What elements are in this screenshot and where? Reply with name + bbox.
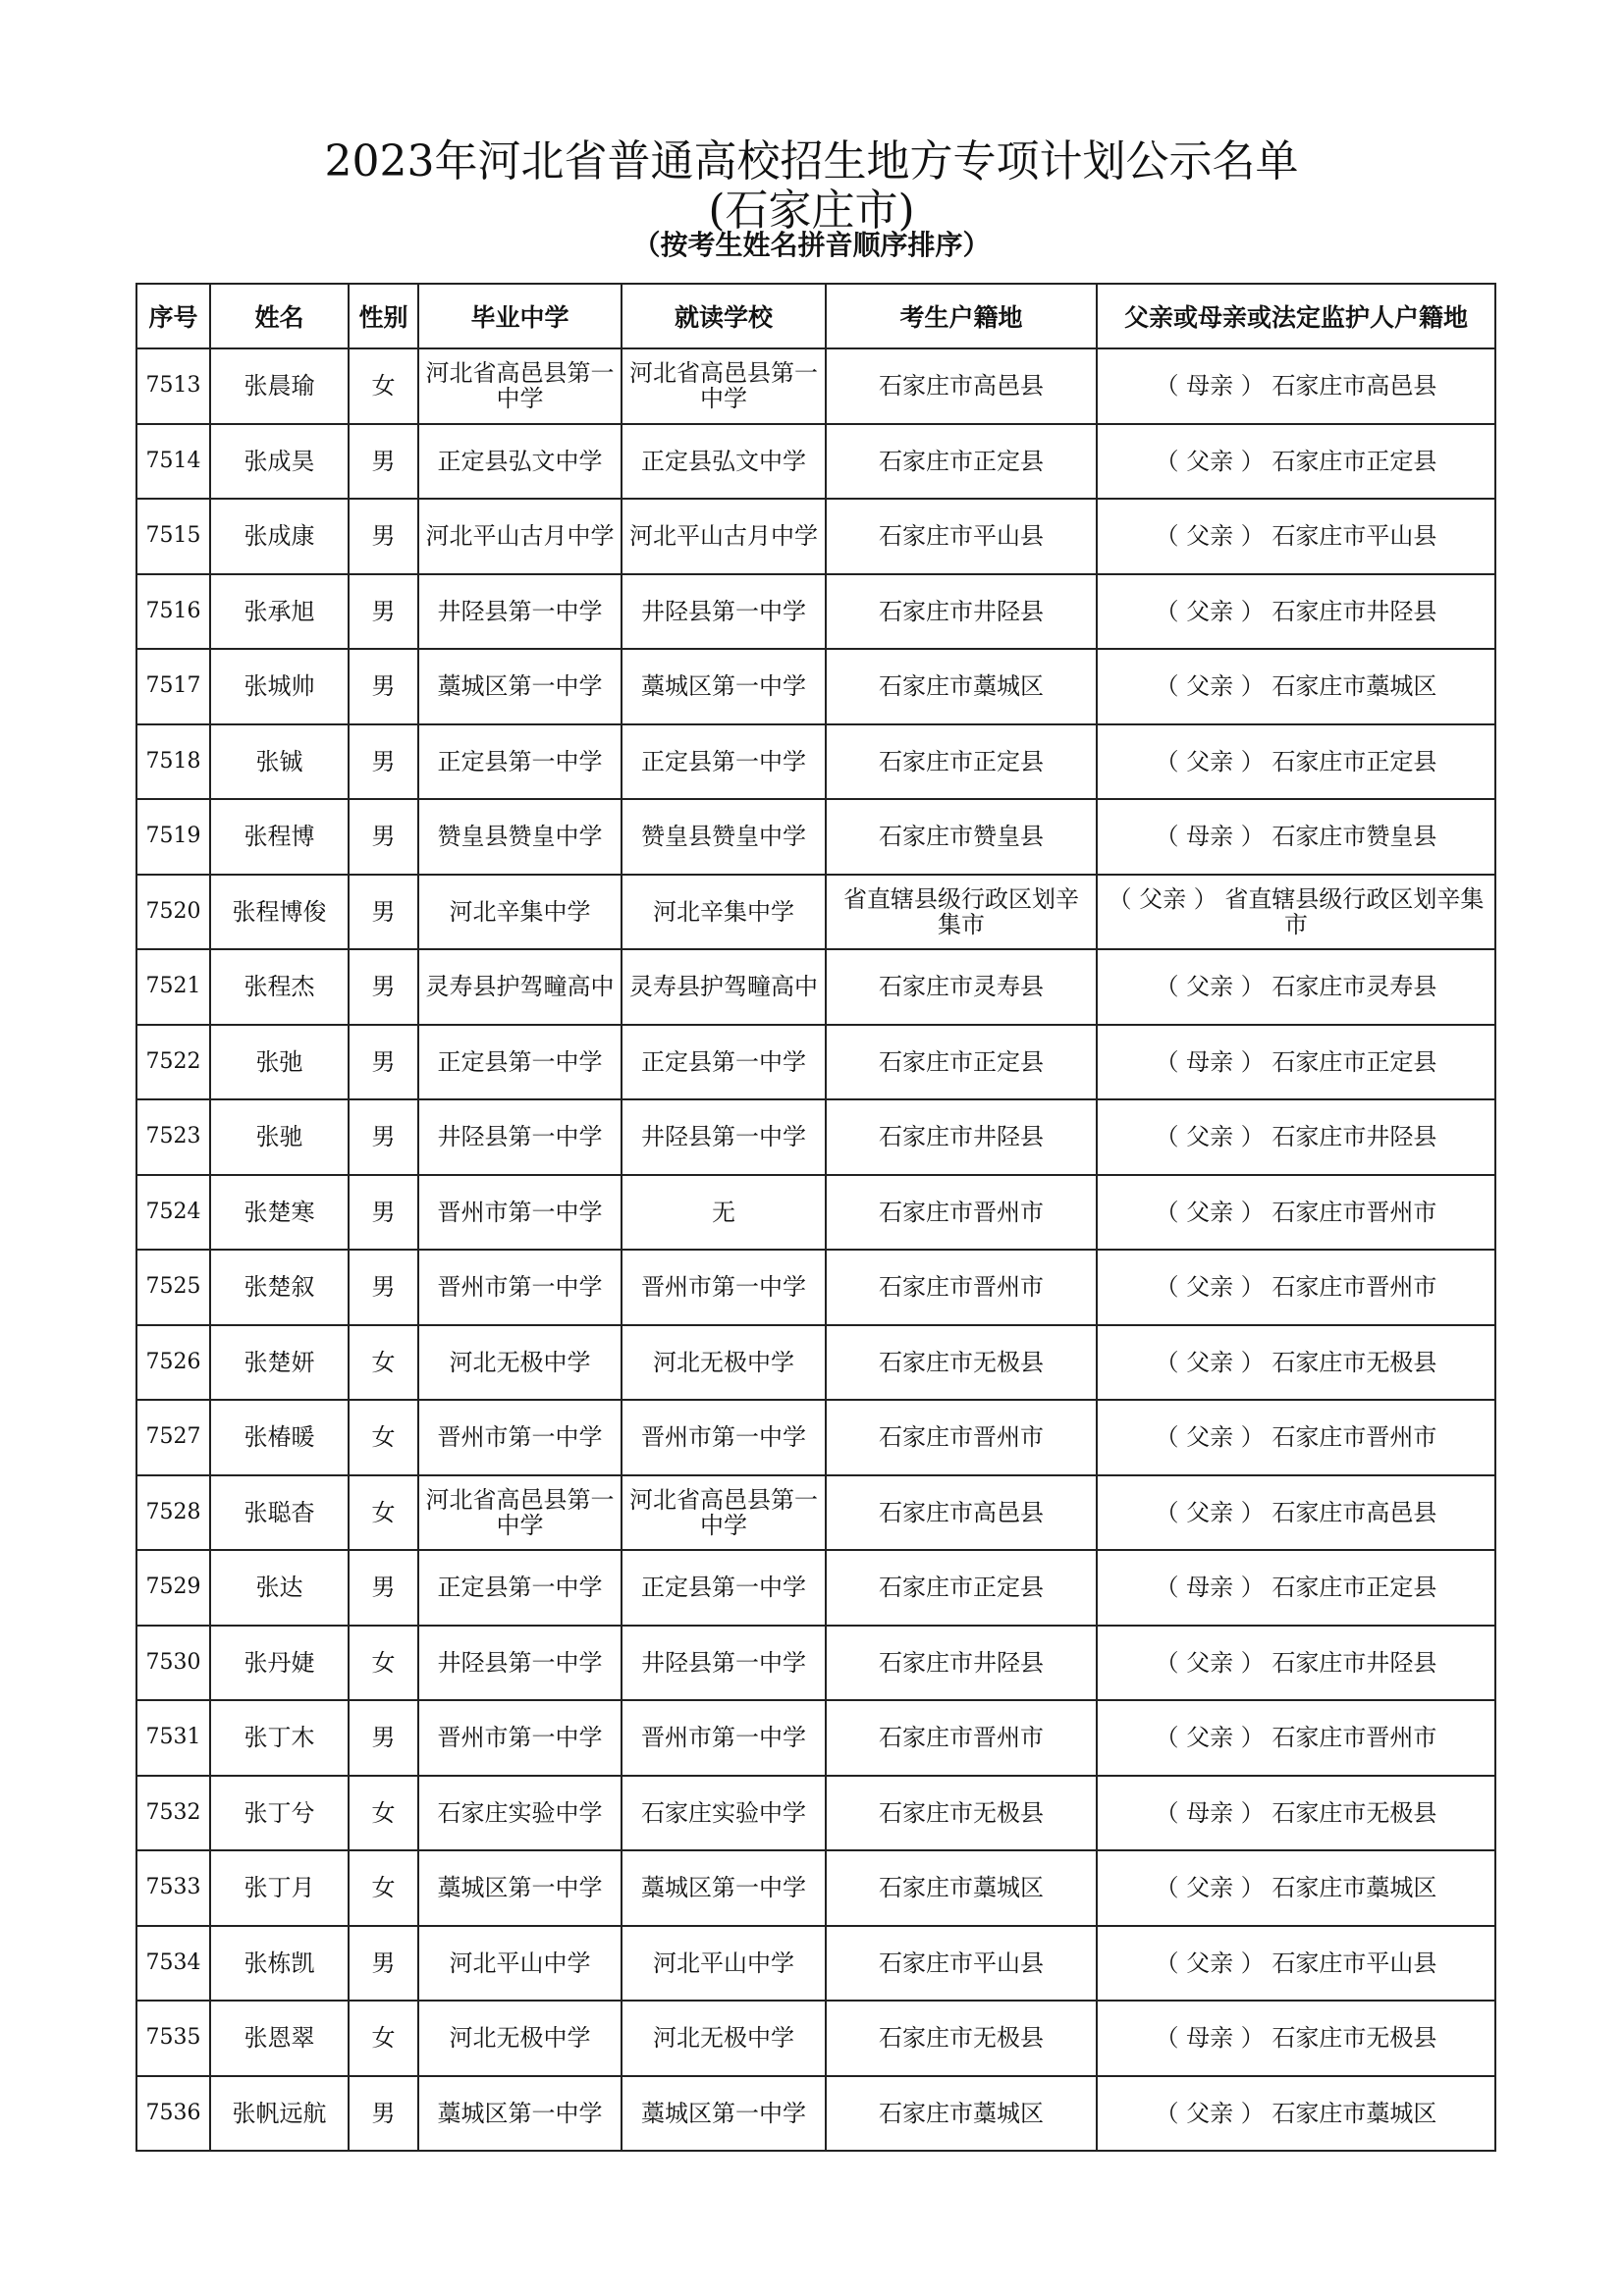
residence-cell: 石家庄市正定县 bbox=[826, 424, 1097, 500]
column-header-name: 姓名 bbox=[210, 284, 349, 348]
current-school-cell: 赞皇县赞皇中学 bbox=[622, 799, 826, 875]
current-school-cell: 无 bbox=[622, 1175, 826, 1251]
seq-cell: 7513 bbox=[136, 348, 210, 424]
guardian-residence-cell: （ 父亲 ） 石家庄市平山县 bbox=[1097, 1926, 1495, 2002]
table-row bbox=[136, 1025, 1495, 1100]
grad-school-cell: 藁城区第一中学 bbox=[418, 2076, 622, 2152]
seq-cell: 7533 bbox=[136, 1850, 210, 1926]
name-cell: 张丁木 bbox=[210, 1700, 349, 1776]
table-row bbox=[136, 1099, 1495, 1175]
grad-school-cell: 河北辛集中学 bbox=[418, 875, 622, 950]
grad-school-cell: 灵寿县护驾疃高中 bbox=[418, 949, 622, 1025]
current-school-cell: 藁城区第一中学 bbox=[622, 1850, 826, 1926]
gender-cell: 男 bbox=[349, 1926, 418, 2002]
name-cell: 张椿暖 bbox=[210, 1400, 349, 1475]
gender-cell: 男 bbox=[349, 949, 418, 1025]
residence-cell: 石家庄市无极县 bbox=[826, 1325, 1097, 1401]
grad-school-cell: 藁城区第一中学 bbox=[418, 649, 622, 724]
table-row bbox=[136, 1250, 1495, 1325]
guardian-residence-cell: （ 父亲 ） 石家庄市藁城区 bbox=[1097, 1850, 1495, 1926]
seq-cell: 7528 bbox=[136, 1475, 210, 1551]
name-cell: 张驰 bbox=[210, 1099, 349, 1175]
grad-school-cell: 正定县第一中学 bbox=[418, 724, 622, 800]
seq-cell: 7515 bbox=[136, 499, 210, 574]
residence-cell: 石家庄市高邑县 bbox=[826, 1475, 1097, 1551]
page-subtitle: (石家庄市) bbox=[708, 186, 915, 236]
gender-cell: 女 bbox=[349, 348, 418, 424]
name-cell: 张程博俊 bbox=[210, 875, 349, 950]
grad-school-cell: 正定县第一中学 bbox=[418, 1025, 622, 1100]
guardian-residence-cell: （ 母亲 ） 石家庄市无极县 bbox=[1097, 2001, 1495, 2076]
table-row bbox=[136, 1926, 1495, 2002]
table-row bbox=[136, 875, 1495, 950]
residence-cell: 石家庄市晋州市 bbox=[826, 1250, 1097, 1325]
name-cell: 张晨瑜 bbox=[210, 348, 349, 424]
current-school-cell: 井陉县第一中学 bbox=[622, 1626, 826, 1701]
roster-table bbox=[135, 283, 1496, 2152]
gender-cell: 男 bbox=[349, 424, 418, 500]
name-cell: 张弛 bbox=[210, 1025, 349, 1100]
current-school-cell: 藁城区第一中学 bbox=[622, 649, 826, 724]
name-cell: 张成康 bbox=[210, 499, 349, 574]
current-school-cell: 河北省高邑县第一中学 bbox=[622, 348, 826, 424]
grad-school-cell: 晋州市第一中学 bbox=[418, 1700, 622, 1776]
page-title: 2023年河北省普通高校招生地方专项计划公示名单 bbox=[324, 136, 1299, 187]
grad-school-cell: 井陉县第一中学 bbox=[418, 1099, 622, 1175]
grad-school-cell: 正定县第一中学 bbox=[418, 1550, 622, 1626]
column-header-seq: 序号 bbox=[136, 284, 210, 348]
current-school-cell: 晋州市第一中学 bbox=[622, 1700, 826, 1776]
table-row bbox=[136, 499, 1495, 574]
seq-cell: 7523 bbox=[136, 1099, 210, 1175]
name-cell: 张铖 bbox=[210, 724, 349, 800]
current-school-cell: 河北无极中学 bbox=[622, 2001, 826, 2076]
name-cell: 张承旭 bbox=[210, 574, 349, 650]
table-body bbox=[136, 348, 1495, 2151]
column-header-current-school: 就读学校 bbox=[622, 284, 826, 348]
residence-cell: 石家庄市晋州市 bbox=[826, 1175, 1097, 1251]
residence-cell: 石家庄市高邑县 bbox=[826, 348, 1097, 424]
table-row bbox=[136, 1776, 1495, 1851]
current-school-cell: 石家庄实验中学 bbox=[622, 1776, 826, 1851]
residence-cell: 石家庄市正定县 bbox=[826, 1550, 1097, 1626]
residence-cell: 石家庄市晋州市 bbox=[826, 1400, 1097, 1475]
seq-cell: 7530 bbox=[136, 1626, 210, 1701]
name-cell: 张成昊 bbox=[210, 424, 349, 500]
current-school-cell: 井陉县第一中学 bbox=[622, 1099, 826, 1175]
name-cell: 张程杰 bbox=[210, 949, 349, 1025]
gender-cell: 男 bbox=[349, 1250, 418, 1325]
seq-cell: 7526 bbox=[136, 1325, 210, 1401]
current-school-cell: 晋州市第一中学 bbox=[622, 1400, 826, 1475]
table-row bbox=[136, 424, 1495, 500]
table-row bbox=[136, 1626, 1495, 1701]
residence-cell: 石家庄市藁城区 bbox=[826, 649, 1097, 724]
column-header-residence: 考生户籍地 bbox=[826, 284, 1097, 348]
seq-cell: 7516 bbox=[136, 574, 210, 650]
grad-school-cell: 井陉县第一中学 bbox=[418, 1626, 622, 1701]
seq-cell: 7529 bbox=[136, 1550, 210, 1626]
grad-school-cell: 晋州市第一中学 bbox=[418, 1250, 622, 1325]
current-school-cell: 灵寿县护驾疃高中 bbox=[622, 949, 826, 1025]
guardian-residence-cell: （ 父亲 ） 石家庄市晋州市 bbox=[1097, 1700, 1495, 1776]
gender-cell: 男 bbox=[349, 499, 418, 574]
current-school-cell: 河北无极中学 bbox=[622, 1325, 826, 1401]
seq-cell: 7520 bbox=[136, 875, 210, 950]
gender-cell: 男 bbox=[349, 574, 418, 650]
guardian-residence-cell: （ 父亲 ） 石家庄市正定县 bbox=[1097, 424, 1495, 500]
gender-cell: 男 bbox=[349, 2076, 418, 2152]
residence-cell: 省直辖县级行政区划辛集市 bbox=[826, 875, 1097, 950]
grad-school-cell: 赞皇县赞皇中学 bbox=[418, 799, 622, 875]
gender-cell: 男 bbox=[349, 724, 418, 800]
current-school-cell: 晋州市第一中学 bbox=[622, 1250, 826, 1325]
guardian-residence-cell: （ 父亲 ） 石家庄市正定县 bbox=[1097, 724, 1495, 800]
seq-cell: 7531 bbox=[136, 1700, 210, 1776]
current-school-cell: 井陉县第一中学 bbox=[622, 574, 826, 650]
grad-school-cell: 井陉县第一中学 bbox=[418, 574, 622, 650]
gender-cell: 男 bbox=[349, 799, 418, 875]
grad-school-cell: 河北无极中学 bbox=[418, 1325, 622, 1401]
grad-school-cell: 河北省高邑县第一中学 bbox=[418, 348, 622, 424]
sort-note: （按考生姓名拼音顺序排序） bbox=[632, 229, 991, 261]
residence-cell: 石家庄市赞皇县 bbox=[826, 799, 1097, 875]
name-cell: 张栋凯 bbox=[210, 1926, 349, 2002]
name-cell: 张丁月 bbox=[210, 1850, 349, 1926]
table-row bbox=[136, 2001, 1495, 2076]
table-row bbox=[136, 1850, 1495, 1926]
table-row bbox=[136, 1550, 1495, 1626]
current-school-cell: 正定县第一中学 bbox=[622, 1550, 826, 1626]
current-school-cell: 河北省高邑县第一中学 bbox=[622, 1475, 826, 1551]
guardian-residence-cell: （ 父亲 ） 省直辖县级行政区划辛集市 bbox=[1097, 875, 1495, 950]
seq-cell: 7521 bbox=[136, 949, 210, 1025]
seq-cell: 7525 bbox=[136, 1250, 210, 1325]
gender-cell: 女 bbox=[349, 1850, 418, 1926]
table-row bbox=[136, 574, 1495, 650]
residence-cell: 石家庄市灵寿县 bbox=[826, 949, 1097, 1025]
guardian-residence-cell: （ 父亲 ） 石家庄市藁城区 bbox=[1097, 2076, 1495, 2152]
seq-cell: 7518 bbox=[136, 724, 210, 800]
seq-cell: 7536 bbox=[136, 2076, 210, 2152]
guardian-residence-cell: （ 父亲 ） 石家庄市无极县 bbox=[1097, 1325, 1495, 1401]
residence-cell: 石家庄市平山县 bbox=[826, 1926, 1097, 2002]
name-cell: 张恩翠 bbox=[210, 2001, 349, 2076]
guardian-residence-cell: （ 父亲 ） 石家庄市平山县 bbox=[1097, 499, 1495, 574]
gender-cell: 女 bbox=[349, 1325, 418, 1401]
current-school-cell: 藁城区第一中学 bbox=[622, 2076, 826, 2152]
current-school-cell: 河北平山古月中学 bbox=[622, 499, 826, 574]
gender-cell: 男 bbox=[349, 1550, 418, 1626]
residence-cell: 石家庄市平山县 bbox=[826, 499, 1097, 574]
table-row bbox=[136, 724, 1495, 800]
residence-cell: 石家庄市藁城区 bbox=[826, 1850, 1097, 1926]
table-row bbox=[136, 348, 1495, 424]
grad-school-cell: 正定县弘文中学 bbox=[418, 424, 622, 500]
table-header-row bbox=[136, 284, 1495, 348]
current-school-cell: 正定县弘文中学 bbox=[622, 424, 826, 500]
guardian-residence-cell: （ 父亲 ） 石家庄市晋州市 bbox=[1097, 1400, 1495, 1475]
grad-school-cell: 河北平山古月中学 bbox=[418, 499, 622, 574]
guardian-residence-cell: （ 父亲 ） 石家庄市井陉县 bbox=[1097, 574, 1495, 650]
seq-cell: 7519 bbox=[136, 799, 210, 875]
guardian-residence-cell: （ 母亲 ） 石家庄市无极县 bbox=[1097, 1776, 1495, 1851]
current-school-cell: 正定县第一中学 bbox=[622, 724, 826, 800]
grad-school-cell: 晋州市第一中学 bbox=[418, 1175, 622, 1251]
table-row bbox=[136, 1475, 1495, 1551]
gender-cell: 女 bbox=[349, 1475, 418, 1551]
guardian-residence-cell: （ 母亲 ） 石家庄市高邑县 bbox=[1097, 348, 1495, 424]
column-header-gender: 性别 bbox=[349, 284, 418, 348]
table-row bbox=[136, 1175, 1495, 1251]
table-row bbox=[136, 649, 1495, 724]
seq-cell: 7535 bbox=[136, 2001, 210, 2076]
seq-cell: 7534 bbox=[136, 1926, 210, 2002]
gender-cell: 男 bbox=[349, 649, 418, 724]
residence-cell: 石家庄市正定县 bbox=[826, 1025, 1097, 1100]
name-cell: 张聪杳 bbox=[210, 1475, 349, 1551]
gender-cell: 女 bbox=[349, 2001, 418, 2076]
gender-cell: 男 bbox=[349, 875, 418, 950]
table-row bbox=[136, 1400, 1495, 1475]
current-school-cell: 河北辛集中学 bbox=[622, 875, 826, 950]
guardian-residence-cell: （ 母亲 ） 石家庄市正定县 bbox=[1097, 1550, 1495, 1626]
name-cell: 张丁兮 bbox=[210, 1776, 349, 1851]
name-cell: 张达 bbox=[210, 1550, 349, 1626]
residence-cell: 石家庄市晋州市 bbox=[826, 1700, 1097, 1776]
name-cell: 张楚叙 bbox=[210, 1250, 349, 1325]
name-cell: 张程博 bbox=[210, 799, 349, 875]
guardian-residence-cell: （ 父亲 ） 石家庄市井陉县 bbox=[1097, 1099, 1495, 1175]
gender-cell: 男 bbox=[349, 1700, 418, 1776]
name-cell: 张楚妍 bbox=[210, 1325, 349, 1401]
seq-cell: 7522 bbox=[136, 1025, 210, 1100]
guardian-residence-cell: （ 父亲 ） 石家庄市藁城区 bbox=[1097, 649, 1495, 724]
gender-cell: 男 bbox=[349, 1099, 418, 1175]
grad-school-cell: 河北平山中学 bbox=[418, 1926, 622, 2002]
seq-cell: 7517 bbox=[136, 649, 210, 724]
residence-cell: 石家庄市井陉县 bbox=[826, 1626, 1097, 1701]
seq-cell: 7514 bbox=[136, 424, 210, 500]
gender-cell: 女 bbox=[349, 1776, 418, 1851]
guardian-residence-cell: （ 父亲 ） 石家庄市高邑县 bbox=[1097, 1475, 1495, 1551]
column-header-grad-school: 毕业中学 bbox=[418, 284, 622, 348]
guardian-residence-cell: （ 父亲 ） 石家庄市井陉县 bbox=[1097, 1626, 1495, 1701]
table-row bbox=[136, 2076, 1495, 2152]
column-header-guardian-residence: 父亲或母亲或法定监护人户籍地 bbox=[1097, 284, 1495, 348]
seq-cell: 7532 bbox=[136, 1776, 210, 1851]
table-row bbox=[136, 949, 1495, 1025]
residence-cell: 石家庄市井陉县 bbox=[826, 574, 1097, 650]
seq-cell: 7524 bbox=[136, 1175, 210, 1251]
gender-cell: 男 bbox=[349, 1025, 418, 1100]
seq-cell: 7527 bbox=[136, 1400, 210, 1475]
grad-school-cell: 河北省高邑县第一中学 bbox=[418, 1475, 622, 1551]
name-cell: 张帆远航 bbox=[210, 2076, 349, 2152]
gender-cell: 男 bbox=[349, 1175, 418, 1251]
table-row bbox=[136, 799, 1495, 875]
name-cell: 张城帅 bbox=[210, 649, 349, 724]
table-row bbox=[136, 1700, 1495, 1776]
current-school-cell: 正定县第一中学 bbox=[622, 1025, 826, 1100]
table-row bbox=[136, 1325, 1495, 1401]
guardian-residence-cell: （ 父亲 ） 石家庄市晋州市 bbox=[1097, 1250, 1495, 1325]
residence-cell: 石家庄市无极县 bbox=[826, 1776, 1097, 1851]
guardian-residence-cell: （ 父亲 ） 石家庄市灵寿县 bbox=[1097, 949, 1495, 1025]
residence-cell: 石家庄市井陉县 bbox=[826, 1099, 1097, 1175]
grad-school-cell: 晋州市第一中学 bbox=[418, 1400, 622, 1475]
guardian-residence-cell: （ 父亲 ） 石家庄市晋州市 bbox=[1097, 1175, 1495, 1251]
guardian-residence-cell: （ 母亲 ） 石家庄市赞皇县 bbox=[1097, 799, 1495, 875]
name-cell: 张丹婕 bbox=[210, 1626, 349, 1701]
grad-school-cell: 石家庄实验中学 bbox=[418, 1776, 622, 1851]
name-cell: 张楚寒 bbox=[210, 1175, 349, 1251]
guardian-residence-cell: （ 母亲 ） 石家庄市正定县 bbox=[1097, 1025, 1495, 1100]
grad-school-cell: 藁城区第一中学 bbox=[418, 1850, 622, 1926]
residence-cell: 石家庄市藁城区 bbox=[826, 2076, 1097, 2152]
grad-school-cell: 河北无极中学 bbox=[418, 2001, 622, 2076]
residence-cell: 石家庄市正定县 bbox=[826, 724, 1097, 800]
gender-cell: 女 bbox=[349, 1626, 418, 1701]
residence-cell: 石家庄市无极县 bbox=[826, 2001, 1097, 2076]
gender-cell: 女 bbox=[349, 1400, 418, 1475]
current-school-cell: 河北平山中学 bbox=[622, 1926, 826, 2002]
